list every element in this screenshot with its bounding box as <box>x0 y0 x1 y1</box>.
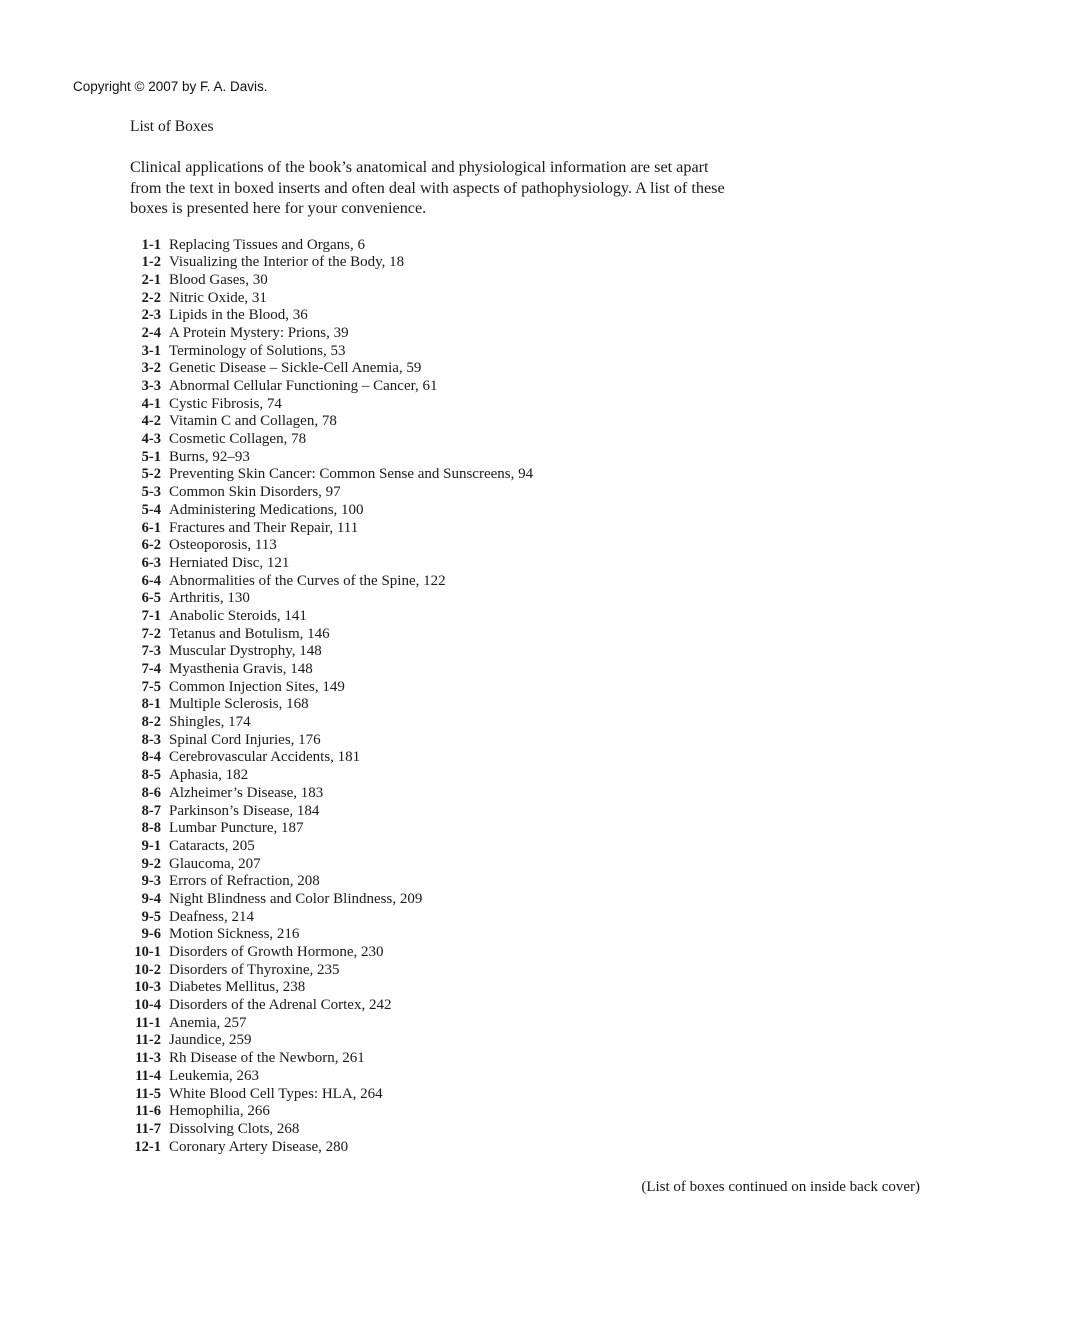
box-number: 9-4 <box>141 890 161 907</box>
box-number: 6-4 <box>141 572 161 589</box>
box-title: Herniated Disc, 121 <box>169 554 290 571</box>
box-number: 11-2 <box>135 1032 161 1049</box>
box-title: Cosmetic Collagen, 78 <box>169 431 307 448</box>
box-title: Hemophilia, 266 <box>169 1103 270 1120</box>
list-item <box>130 803 750 821</box>
page-title: List of Boxes <box>130 118 214 135</box>
box-title: Rh Disease of the Newborn, 261 <box>169 1050 365 1067</box>
box-number: 7-5 <box>141 678 161 695</box>
box-number: 2-4 <box>141 324 161 341</box>
box-title: Preventing Skin Cancer: Common Sense and Sunscreens, 94 <box>169 466 534 483</box>
box-title: Replacing Tissues and Organs, 6 <box>169 236 365 253</box>
box-title: Tetanus and Botulism, 146 <box>169 625 330 642</box>
list-item <box>130 537 750 555</box>
list-item <box>130 1050 750 1068</box>
box-title: Muscular Dystrophy, 148 <box>169 643 322 660</box>
list-item <box>130 360 750 378</box>
box-title: A Protein Mystery: Prions, 39 <box>169 324 349 341</box>
list-item <box>130 466 750 484</box>
box-number: 9-6 <box>141 926 161 943</box>
list-item <box>130 378 750 396</box>
box-title: Alzheimer’s Disease, 183 <box>169 784 324 801</box>
box-number: 5-2 <box>141 466 161 483</box>
list-item <box>130 732 750 750</box>
box-title: Visualizing the Interior of the Body, 18 <box>169 254 405 271</box>
box-number: 6-1 <box>141 519 161 536</box>
list-item <box>130 767 750 785</box>
box-number: 3-2 <box>141 360 161 377</box>
box-number: 1-1 <box>141 236 161 253</box>
list-item <box>130 502 750 520</box>
box-title: Burns, 92–93 <box>169 448 250 465</box>
box-number: 6-3 <box>141 554 161 571</box>
list-item <box>130 926 750 944</box>
box-number: 4-2 <box>141 413 161 430</box>
box-title: Common Injection Sites, 149 <box>169 678 345 695</box>
box-title: Arthritis, 130 <box>169 590 250 607</box>
box-number: 3-3 <box>141 378 161 394</box>
list-item <box>130 749 750 767</box>
list-item <box>130 626 750 644</box>
list-item <box>130 608 750 626</box>
box-number: 2-2 <box>141 289 161 306</box>
list-item <box>130 1086 750 1104</box>
list-item <box>130 679 750 697</box>
box-number: 7-2 <box>141 625 161 642</box>
box-title: Abnormal Cellular Functioning – Cancer, 61 <box>169 378 438 394</box>
list-item <box>130 838 750 856</box>
box-title: Myasthenia Gravis, 148 <box>169 661 313 677</box>
list-item <box>130 820 750 838</box>
box-number: 3-1 <box>141 342 161 359</box>
box-title: Anabolic Steroids, 141 <box>169 607 307 624</box>
list-item <box>130 962 750 980</box>
box-number: 6-2 <box>141 537 161 554</box>
list-item <box>130 891 750 909</box>
box-number: 5-1 <box>141 448 161 465</box>
box-title: Cataracts, 205 <box>169 837 255 854</box>
box-list <box>130 237 750 1157</box>
box-number: 10-4 <box>134 997 161 1014</box>
box-title: Abnormalities of the Curves of the Spine, 122 <box>169 572 446 589</box>
box-title: Spinal Cord Injuries, 176 <box>169 731 321 748</box>
box-title: Terminology of Solutions, 53 <box>169 342 346 359</box>
box-title: Diabetes Mellitus, 238 <box>169 979 306 996</box>
list-item <box>130 714 750 732</box>
intro-paragraph: Clinical applications of the book’s anatomical and physiological information are set apart from the text in boxed inserts and often deal with aspects of pathophysiology. A list of these boxes is presented here for your convenience. <box>130 158 725 217</box>
box-number: 6-5 <box>141 590 161 607</box>
box-number: 8-6 <box>141 784 161 801</box>
list-item <box>130 997 750 1015</box>
box-title: Errors of Refraction, 208 <box>169 873 320 890</box>
box-number: 8-2 <box>141 714 161 731</box>
box-number: 5-3 <box>141 484 161 501</box>
list-item <box>130 856 750 874</box>
copyright-notice: Copyright © 2007 by F. A. Davis. <box>73 79 268 94</box>
box-title: Cerebrovascular Accidents, 181 <box>169 749 361 766</box>
list-item <box>130 696 750 714</box>
box-number: 8-4 <box>141 749 161 766</box>
list-item <box>130 661 750 679</box>
list-item <box>130 449 750 467</box>
box-number: 8-5 <box>141 767 161 784</box>
list-item <box>130 272 750 290</box>
box-title: Parkinson’s Disease, 184 <box>169 802 320 819</box>
box-number: 11-3 <box>135 1050 161 1067</box>
list-item <box>130 413 750 431</box>
box-number: 9-2 <box>141 855 161 872</box>
list-item <box>130 431 750 449</box>
box-number: 9-5 <box>141 908 161 925</box>
box-title: Blood Gases, 30 <box>169 271 268 288</box>
box-number: 2-1 <box>141 271 161 288</box>
list-item <box>130 290 750 308</box>
list-item <box>130 1121 750 1139</box>
box-number: 7-4 <box>141 661 161 677</box>
box-number: 12-1 <box>134 1138 161 1155</box>
list-item <box>130 484 750 502</box>
box-number: 10-3 <box>134 979 161 996</box>
box-title: Anemia, 257 <box>169 1014 247 1031</box>
box-number: 11-6 <box>135 1103 161 1120</box>
box-number: 9-1 <box>141 837 161 854</box>
list-item <box>130 325 750 343</box>
box-title: Lumbar Puncture, 187 <box>169 820 304 837</box>
list-item <box>130 1068 750 1086</box>
box-title: Common Skin Disorders, 97 <box>169 484 341 501</box>
box-title: Leukemia, 263 <box>169 1067 259 1084</box>
box-title: Nitric Oxide, 31 <box>169 289 267 306</box>
box-title: Disorders of Growth Hormone, 230 <box>169 944 384 960</box>
box-title: Fractures and Their Repair, 111 <box>169 519 359 536</box>
list-item <box>130 1015 750 1033</box>
box-title: Administering Medications, 100 <box>169 501 364 518</box>
box-number: 10-2 <box>134 961 161 978</box>
box-number: 7-3 <box>141 643 161 660</box>
list-item <box>130 1139 750 1157</box>
list-item <box>130 590 750 608</box>
list-item <box>130 555 750 573</box>
list-item <box>130 979 750 997</box>
box-title: Night Blindness and Color Blindness, 209 <box>169 890 423 907</box>
list-item <box>130 307 750 325</box>
box-number: 5-4 <box>141 501 161 518</box>
box-number: 11-7 <box>135 1120 161 1137</box>
list-item <box>130 643 750 661</box>
box-number: 8-7 <box>141 802 161 819</box>
list-item <box>130 396 750 414</box>
continuation-note: (List of boxes continued on inside back cover) <box>641 1179 920 1195</box>
box-number: 8-3 <box>141 731 161 748</box>
list-item <box>130 1103 750 1121</box>
box-title: Genetic Disease – Sickle-Cell Anemia, 59 <box>169 360 422 377</box>
box-number: 2-3 <box>141 307 161 324</box>
box-number: 8-1 <box>141 696 161 713</box>
list-item <box>130 909 750 927</box>
box-title: Coronary Artery Disease, 280 <box>169 1138 349 1155</box>
box-title: Lipids in the Blood, 36 <box>169 307 308 324</box>
page-content <box>130 117 750 1156</box>
box-title: Multiple Sclerosis, 168 <box>169 696 309 713</box>
list-item <box>130 254 750 272</box>
box-number: 1-2 <box>141 254 161 271</box>
box-title: Disorders of the Adrenal Cortex, 242 <box>169 997 392 1014</box>
box-number: 8-8 <box>141 820 161 837</box>
box-number: 11-4 <box>135 1067 161 1084</box>
box-title: Glaucoma, 207 <box>169 855 261 872</box>
box-number: 9-3 <box>141 873 161 890</box>
list-item <box>130 573 750 591</box>
box-title: Motion Sickness, 216 <box>169 926 300 943</box>
list-item <box>130 944 750 962</box>
list-item <box>130 237 750 255</box>
list-item <box>130 343 750 361</box>
box-title: Cystic Fibrosis, 74 <box>169 395 282 412</box>
box-number: 4-1 <box>141 395 161 412</box>
box-title: Jaundice, 259 <box>169 1032 252 1049</box>
box-title: Deafness, 214 <box>169 908 254 925</box>
box-title: Osteoporosis, 113 <box>169 537 277 554</box>
box-title: Dissolving Clots, 268 <box>169 1120 300 1137</box>
list-item <box>130 1032 750 1050</box>
box-title: Disorders of Thyroxine, 235 <box>169 961 340 978</box>
box-title: White Blood Cell Types: HLA, 264 <box>169 1085 383 1102</box>
box-number: 11-1 <box>135 1014 161 1031</box>
box-title: Shingles, 174 <box>169 714 251 731</box>
list-item <box>130 785 750 803</box>
box-number: 11-5 <box>135 1085 161 1102</box>
list-item <box>130 873 750 891</box>
box-number: 7-1 <box>141 607 161 624</box>
box-title: Aphasia, 182 <box>169 767 249 784</box>
box-title: Vitamin C and Collagen, 78 <box>169 413 337 430</box>
list-item <box>130 520 750 538</box>
box-number: 4-3 <box>141 431 161 448</box>
box-number: 10-1 <box>134 944 161 960</box>
